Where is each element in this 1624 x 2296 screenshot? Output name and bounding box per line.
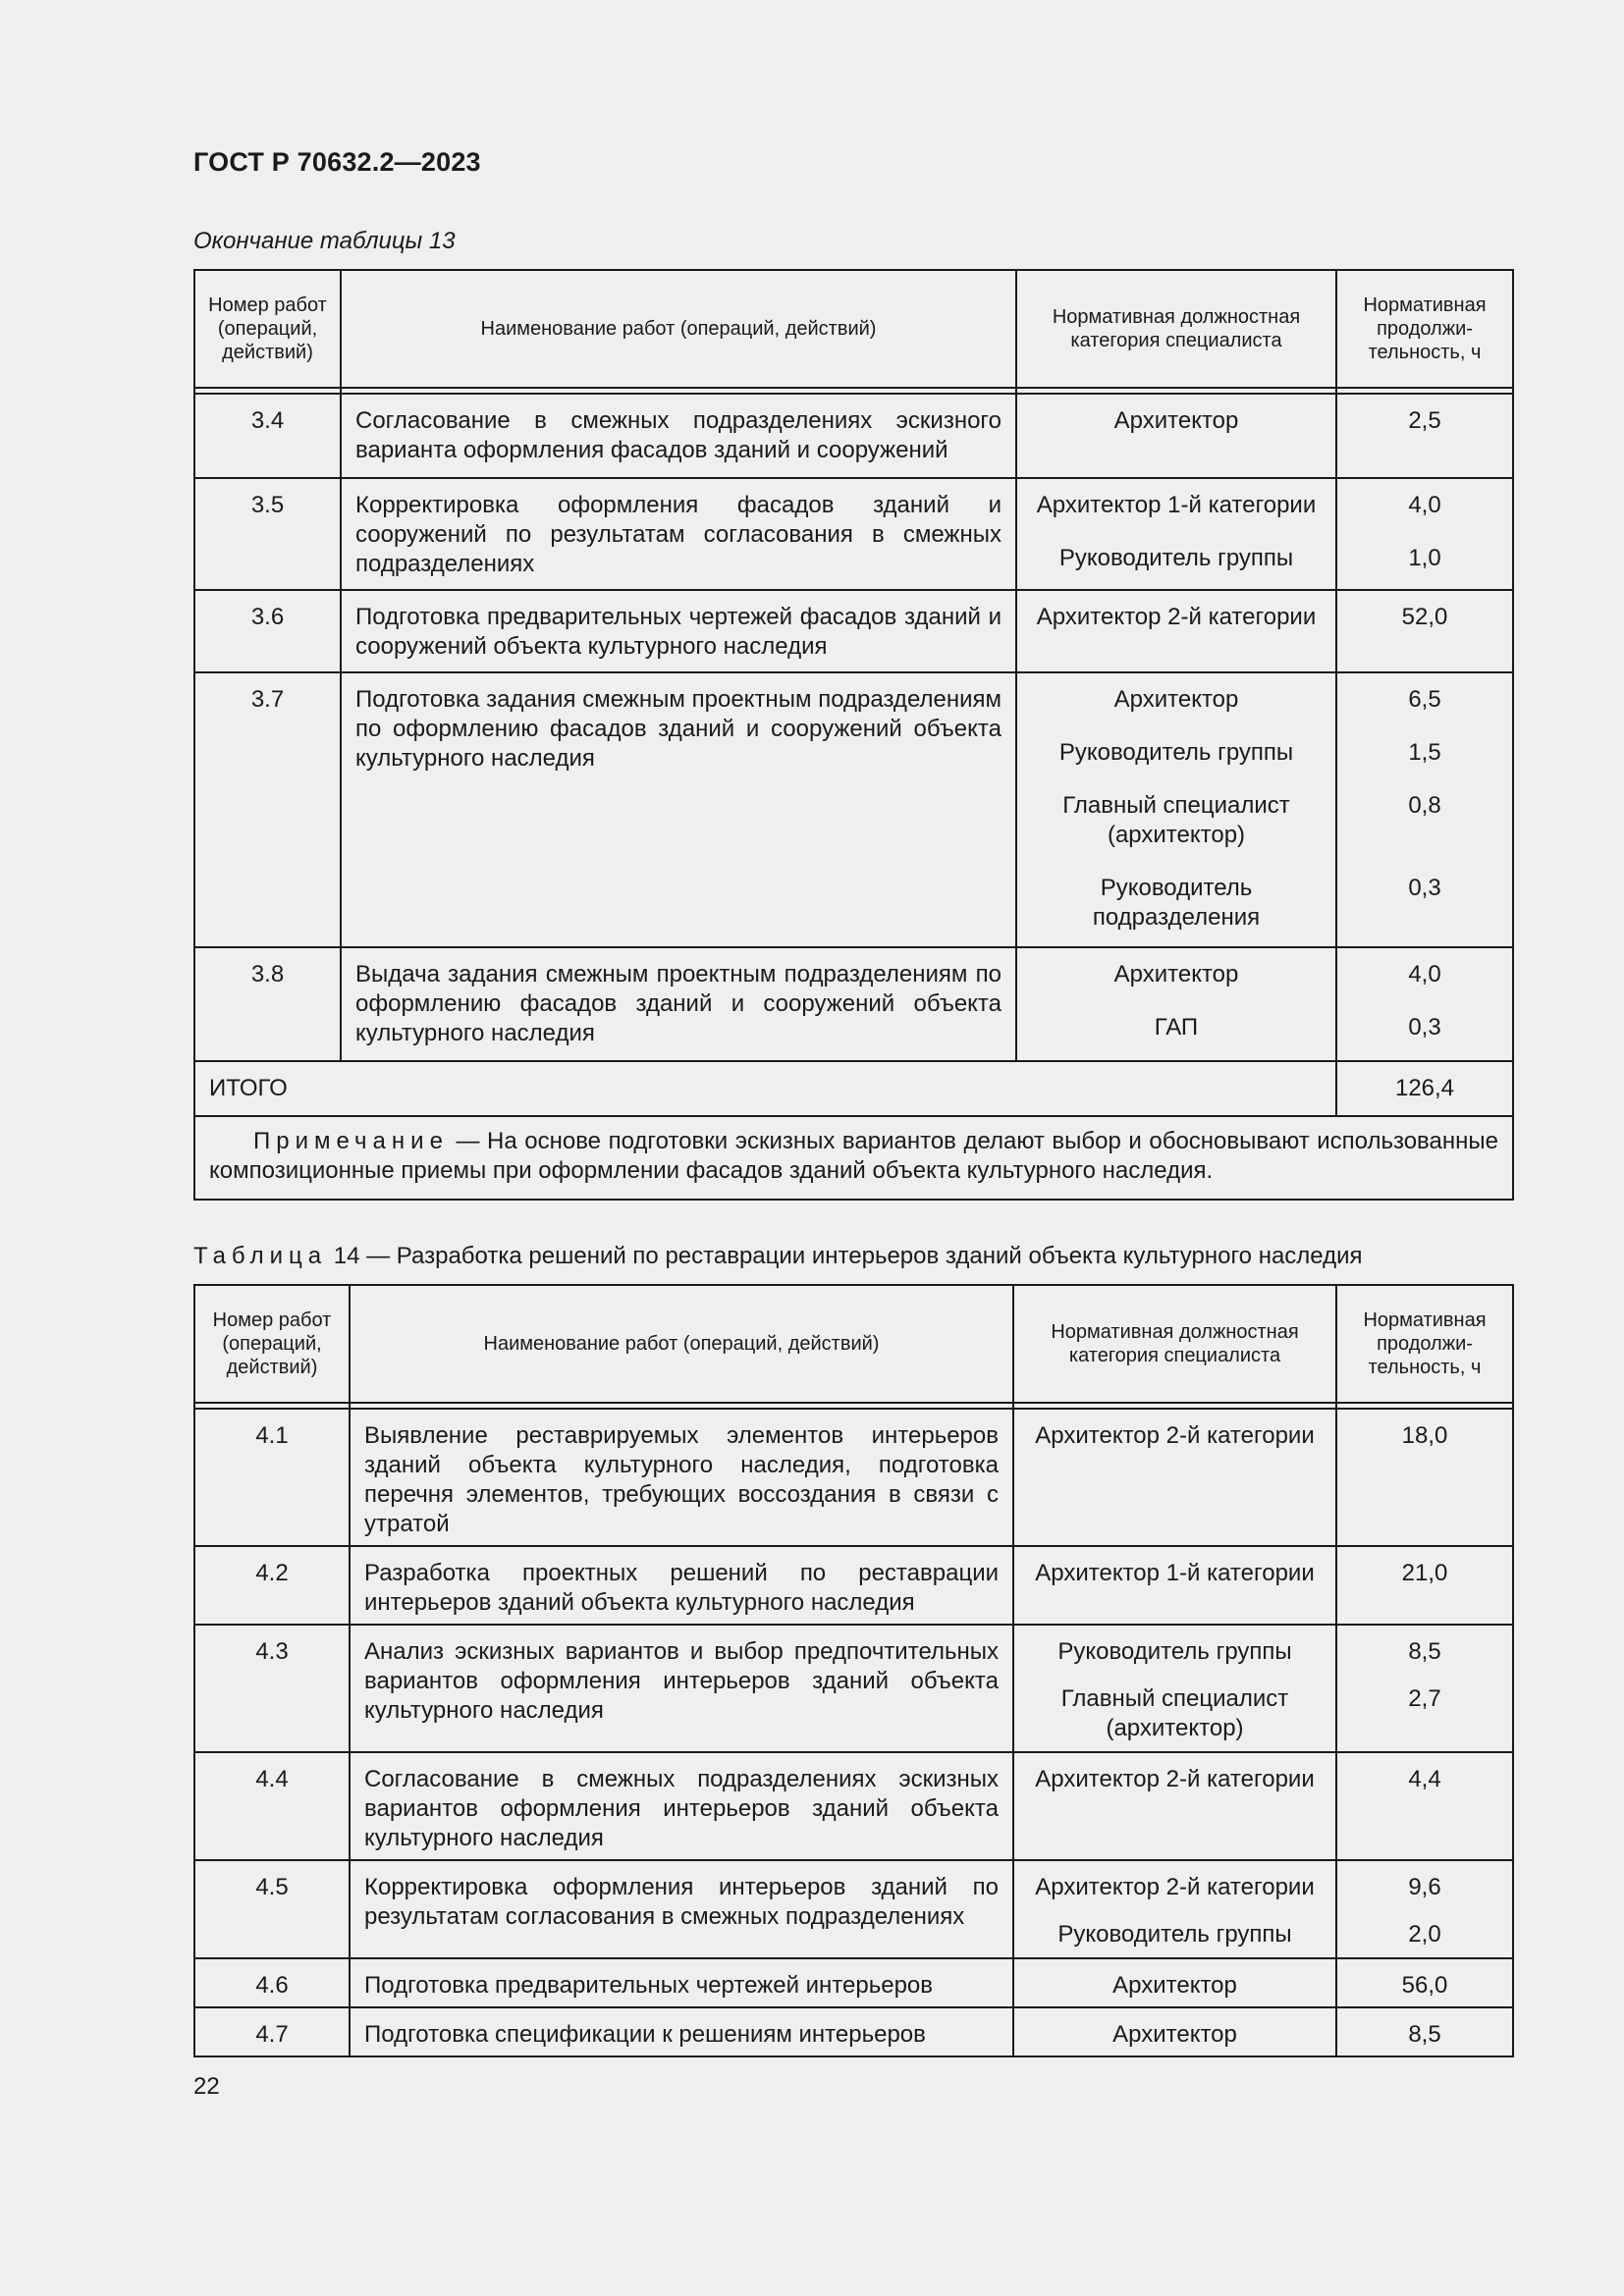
row-work-name: Разработка проектных решений по реставрации интерьеров зданий объекта культурного наследия [350, 1546, 1013, 1625]
row-work-name: Анализ эскизных вариантов и выбор предпочтительных вариантов оформления интерьеров зданий объекта культурного наследия [350, 1625, 1013, 1752]
row-work-name: Подготовка задания смежным проектным подразделениям по оформлению фасадов зданий и сооружений объекта культурного наследия [341, 672, 1016, 947]
row-work-name: Подготовка предварительных чертежей интерьеров [350, 1958, 1013, 2007]
category-item: Руководитель подразделения [1092, 875, 1261, 931]
duration-item: 2,5 [1408, 407, 1441, 434]
table-row [194, 672, 1513, 947]
table-row [194, 478, 1513, 590]
table-row [194, 947, 1513, 1061]
row-work-name: Корректировка оформления фасадов зданий и сооружений по результатам согласования в смежных подразделениях [341, 478, 1016, 590]
col-header-category: Нормативная должностная категория специалиста [1016, 270, 1336, 388]
table-row [194, 590, 1513, 672]
category-item: Архитектор [1113, 407, 1239, 434]
note-text: — На основе подготовки эскизных вариантов делают выбор и обосновывают использованные композиционные приемы при оформлении фасадов зданий объекта культурного наследия. [209, 1128, 1498, 1184]
row-number: 3.5 [194, 478, 341, 590]
duration-item: 9,6 [1408, 1874, 1441, 1900]
col-header-number: Номер работ (операций, действий) [194, 270, 341, 388]
duration-item: 8,5 [1408, 1638, 1441, 1665]
row-number: 3.6 [194, 590, 341, 672]
row-categories [1016, 478, 1336, 590]
row-durations [1336, 478, 1513, 590]
row-durations [1336, 1860, 1513, 1958]
row-number: 4.4 [194, 1752, 350, 1860]
row-number: 4.1 [194, 1409, 350, 1546]
row-categories [1016, 590, 1336, 672]
row-durations [1336, 394, 1513, 478]
table14-caption-label: Таблица [193, 1243, 328, 1269]
table-13 [193, 269, 1514, 1201]
row-durations [1336, 1752, 1513, 1860]
duration-item: 2,0 [1408, 1921, 1441, 1948]
duration-item: 4,0 [1408, 961, 1441, 988]
row-categories [1013, 1958, 1336, 2007]
row-number: 4.3 [194, 1625, 350, 1752]
row-number: 4.7 [194, 2007, 350, 2056]
row-number: 3.7 [194, 672, 341, 947]
table-14 [193, 1284, 1514, 2057]
category-item: Архитектор 1-й категории [1036, 492, 1317, 518]
row-number: 4.5 [194, 1860, 350, 1958]
table-row [194, 1625, 1513, 1752]
row-work-name: Подготовка предварительных чертежей фасадов зданий и сооружений объекта культурного наследия [341, 590, 1016, 672]
row-categories [1016, 672, 1336, 947]
table-row [194, 1860, 1513, 1958]
row-work-name: Согласование в смежных подразделениях эскизных вариантов оформления интерьеров зданий объекта культурного наследия [350, 1752, 1013, 1860]
category-item: Главный специалист (архитектор) [1060, 1685, 1289, 1741]
row-work-name: Выдача задания смежным проектным подразделениям по оформлению фасадов зданий и сооружений объекта культурного наследия [341, 947, 1016, 1061]
row-durations [1336, 590, 1513, 672]
table-row [194, 1546, 1513, 1625]
table-note [194, 1116, 1513, 1200]
row-work-name: Корректировка оформления интерьеров зданий по результатам согласования в смежных подразделениях [350, 1860, 1013, 1958]
duration-item: 52,0 [1401, 604, 1448, 630]
table-row [194, 1958, 1513, 2007]
category-item: Архитектор 2-й категории [1035, 1422, 1315, 1449]
row-number: 3.4 [194, 394, 341, 478]
category-item: Архитектор 2-й категории [1036, 604, 1317, 630]
row-number: 4.6 [194, 1958, 350, 2007]
row-number: 4.2 [194, 1546, 350, 1625]
duration-item: 0,3 [1408, 1014, 1441, 1041]
table-row [194, 1752, 1513, 1860]
category-item: Архитектор [1112, 2021, 1237, 2048]
duration-item: 18,0 [1401, 1422, 1448, 1449]
row-work-name: Выявление реставрируемых элементов интерьеров зданий объекта культурного наследия, подготовка перечня элементов, требующих воссоздания в связи с утратой [350, 1409, 1013, 1546]
category-item: Руководитель группы [1058, 739, 1294, 766]
duration-item: 0,3 [1408, 875, 1441, 901]
document-header: ГОСТ Р 70632.2—2023 [193, 147, 481, 177]
table14-caption-text: 14 — Разработка решений по реставрации интерьеров зданий объекта культурного наследия [327, 1243, 1363, 1269]
duration-item: 8,5 [1408, 2021, 1441, 2048]
row-categories [1013, 1625, 1336, 1752]
table13-caption: Окончание таблицы 13 [193, 228, 456, 254]
duration-item: 4,0 [1408, 492, 1441, 518]
col-header-name: Наименование работ (операций, действий) [350, 1285, 1013, 1403]
row-work-name: Согласование в смежных подразделениях эскизного варианта оформления фасадов зданий и сооружений [341, 394, 1016, 478]
row-durations [1336, 672, 1513, 947]
category-item: Руководитель группы [1057, 1638, 1292, 1665]
row-categories [1013, 2007, 1336, 2056]
duration-item: 56,0 [1401, 1972, 1448, 1999]
category-item: ГАП [1154, 1014, 1199, 1041]
category-item: Архитектор [1113, 961, 1239, 988]
table-row [194, 394, 1513, 478]
total-label: ИТОГО [194, 1061, 1336, 1116]
total-value: 126,4 [1336, 1061, 1513, 1116]
table-row [194, 2007, 1513, 2056]
row-durations [1336, 1625, 1513, 1752]
row-durations [1336, 2007, 1513, 2056]
row-durations [1336, 1958, 1513, 2007]
table14-caption [193, 1243, 1363, 1270]
row-categories [1013, 1752, 1336, 1860]
row-durations [1336, 947, 1513, 1061]
category-item: Руководитель группы [1058, 545, 1294, 571]
page-number: 22 [193, 2073, 220, 2100]
row-durations [1336, 1546, 1513, 1625]
duration-item: 2,7 [1408, 1685, 1441, 1712]
category-item: Руководитель группы [1057, 1921, 1292, 1948]
col-header-duration: Нормативная продолжи-тельность, ч [1336, 1285, 1513, 1403]
row-categories [1013, 1409, 1336, 1546]
duration-item: 4,4 [1408, 1766, 1441, 1792]
row-categories [1016, 947, 1336, 1061]
note-label: Примечание [253, 1128, 449, 1154]
duration-item: 1,5 [1408, 739, 1441, 766]
category-item: Архитектор 1-й категории [1035, 1560, 1315, 1586]
row-work-name: Подготовка спецификации к решениям интерьеров [350, 2007, 1013, 2056]
row-number: 3.8 [194, 947, 341, 1061]
row-durations [1336, 1409, 1513, 1546]
row-categories [1016, 394, 1336, 478]
col-header-number: Номер работ (операций, действий) [194, 1285, 350, 1403]
category-item: Главный специалист (архитектор) [1062, 792, 1290, 848]
duration-item: 6,5 [1408, 686, 1441, 713]
table-row [194, 1409, 1513, 1546]
duration-item: 1,0 [1408, 545, 1441, 571]
col-header-name: Наименование работ (операций, действий) [341, 270, 1016, 388]
category-item: Архитектор [1113, 686, 1239, 713]
col-header-category: Нормативная должностная категория специалиста [1013, 1285, 1336, 1403]
duration-item: 0,8 [1408, 792, 1441, 819]
category-item: Архитектор 2-й категории [1035, 1874, 1315, 1900]
duration-item: 21,0 [1401, 1560, 1448, 1586]
row-categories [1013, 1546, 1336, 1625]
category-item: Архитектор [1112, 1972, 1237, 1999]
col-header-duration: Нормативная продолжи-тельность, ч [1336, 270, 1513, 388]
category-item: Архитектор 2-й категории [1035, 1766, 1315, 1792]
row-categories [1013, 1860, 1336, 1958]
